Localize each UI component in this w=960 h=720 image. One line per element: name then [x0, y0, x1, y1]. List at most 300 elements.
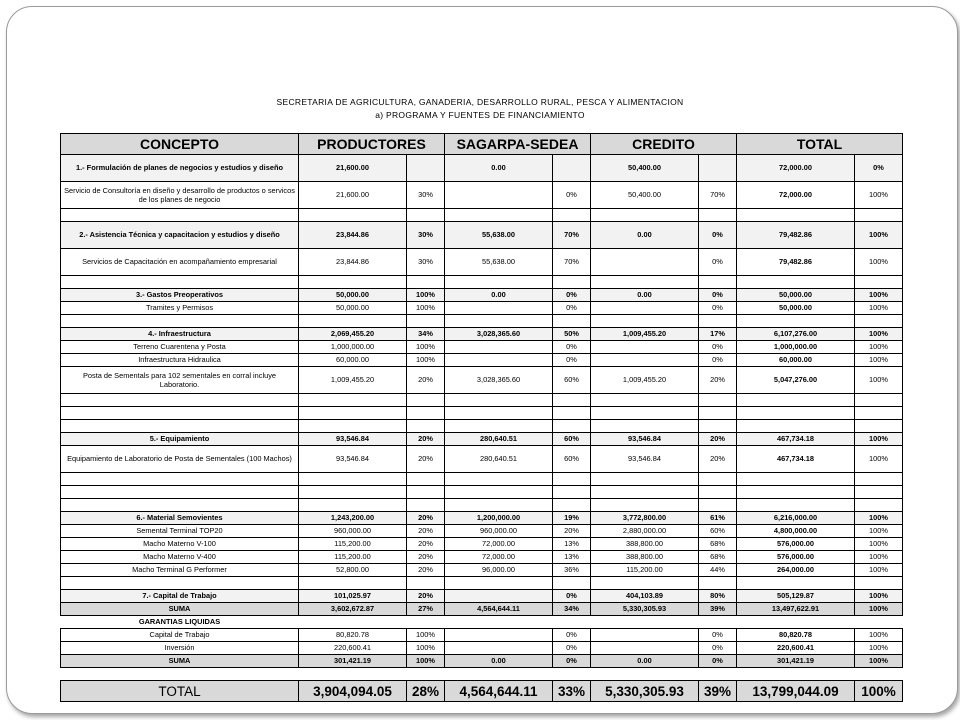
cell-concepto: Tramites y Permisos [61, 302, 299, 315]
cell-total: 60,000.00 [737, 354, 855, 367]
cell-sagarpa-pct: 70% [553, 222, 591, 249]
total-sagarpa: 4,564,644.11 [445, 681, 553, 702]
cell-total-pct: 100% [855, 538, 903, 551]
cell-productores: 60,000.00 [299, 354, 407, 367]
cell-sagarpa [445, 486, 553, 499]
cell-sagarpa: 4,564,644.11 [445, 603, 553, 616]
cell-total-pct: 100% [855, 525, 903, 538]
cell-credito: 1,009,455.20 [591, 328, 699, 341]
cell-credito: 50,400.00 [591, 182, 699, 209]
header-sagarpa-sedea: SAGARPA-SEDEA [445, 134, 591, 155]
cell-productores [299, 276, 407, 289]
cell-credito: 5,330,305.93 [591, 603, 699, 616]
cell-total-pct: 100% [855, 629, 903, 642]
grand-total-table [60, 680, 903, 702]
table-row [61, 629, 903, 642]
cell-credito [591, 209, 699, 222]
cell-productores-pct: 27% [407, 603, 445, 616]
cell-credito: 93,546.84 [591, 446, 699, 473]
cell-productores-pct: 20% [407, 433, 445, 446]
cell-total [737, 407, 855, 420]
blank-row [61, 394, 903, 407]
cell-sagarpa-pct: 0% [553, 642, 591, 655]
cell-credito-pct [699, 276, 737, 289]
cell-productores-pct: 34% [407, 328, 445, 341]
cell-credito-pct: 0% [699, 629, 737, 642]
cell-productores: 2,069,455.20 [299, 328, 407, 341]
cell-total-pct: 100% [855, 446, 903, 473]
ministry-heading: SECRETARIA DE AGRICULTURA, GANADERIA, DESARROLLO RURAL, PESCA Y ALIMENTACION [276, 97, 684, 107]
table-row [61, 551, 903, 564]
cell-total: 4,800,000.00 [737, 525, 855, 538]
cell-productores: 23,844.86 [299, 249, 407, 276]
section-row [61, 590, 903, 603]
cell-concepto: 5.- Equipamiento [61, 433, 299, 446]
cell-productores: 301,421.19 [299, 655, 407, 668]
cell-sagarpa-pct: 0% [553, 302, 591, 315]
cell-total: 50,000.00 [737, 289, 855, 302]
cell-concepto: 4.- Infraestructura [61, 328, 299, 341]
blank-row [61, 577, 903, 590]
cell-productores: 52,800.00 [299, 564, 407, 577]
cell-productores [299, 315, 407, 328]
table-row [61, 525, 903, 538]
cell-total [737, 315, 855, 328]
cell-concepto [61, 499, 299, 512]
blank-row [61, 499, 903, 512]
cell-productores-pct: 20% [407, 446, 445, 473]
cell-concepto: GARANTIAS LIQUIDAS [61, 616, 299, 629]
cell-productores [299, 420, 407, 433]
cell-total-pct: 100% [855, 222, 903, 249]
cell-productores-pct: 20% [407, 367, 445, 394]
cell-sagarpa-pct: 36% [553, 564, 591, 577]
cell-total [737, 276, 855, 289]
header-concepto: CONCEPTO [61, 134, 299, 155]
cell-credito-pct: 17% [699, 328, 737, 341]
cell-total: 301,421.19 [737, 655, 855, 668]
cell-sagarpa: 96,000.00 [445, 564, 553, 577]
cell-concepto [61, 407, 299, 420]
cell-credito: 50,400.00 [591, 155, 699, 182]
section-row [61, 155, 903, 182]
cell-credito-pct [699, 407, 737, 420]
cell-concepto [61, 473, 299, 486]
cell-sagarpa-pct [553, 394, 591, 407]
cell-sagarpa-pct: 20% [553, 525, 591, 538]
cell-credito: 404,103.89 [591, 590, 699, 603]
cell-total-pct: 100% [855, 642, 903, 655]
cell-productores: 50,000.00 [299, 302, 407, 315]
cell-productores-pct [407, 315, 445, 328]
blank-row [61, 473, 903, 486]
cell-credito [591, 302, 699, 315]
table-header-row [61, 134, 903, 155]
cell-total: 576,000.00 [737, 551, 855, 564]
blank-row [61, 420, 903, 433]
cell-total: 6,216,000.00 [737, 512, 855, 525]
cell-credito-pct [699, 499, 737, 512]
cell-sagarpa: 72,000.00 [445, 538, 553, 551]
cell-sagarpa-pct [553, 407, 591, 420]
cell-sagarpa [445, 394, 553, 407]
cell-credito: 0.00 [591, 289, 699, 302]
sum-row [61, 603, 903, 616]
cell-total: 13,497,622.91 [737, 603, 855, 616]
cell-total-pct: 100% [855, 367, 903, 394]
cell-productores: 220,600.41 [299, 642, 407, 655]
cell-credito [591, 629, 699, 642]
cell-concepto: Terreno Cuarentena y Posta [61, 341, 299, 354]
cell-credito [591, 249, 699, 276]
cell-credito: 3,772,800.00 [591, 512, 699, 525]
cell-productores-pct [407, 394, 445, 407]
cell-credito [591, 642, 699, 655]
blank-row [61, 315, 903, 328]
cell-sagarpa-pct: 0% [553, 655, 591, 668]
cell-credito-pct [699, 486, 737, 499]
cell-productores-pct: 20% [407, 564, 445, 577]
cell-productores-pct: 30% [407, 182, 445, 209]
cell-total: 79,482.86 [737, 222, 855, 249]
cell-total-pct: 100% [855, 655, 903, 668]
cell-concepto: Capital de Trabajo [61, 629, 299, 642]
cell-productores-pct: 100% [407, 289, 445, 302]
cell-productores: 21,600.00 [299, 182, 407, 209]
cell-sagarpa: 960,000.00 [445, 525, 553, 538]
cell-credito-pct: 44% [699, 564, 737, 577]
blank-row [61, 209, 903, 222]
cell-concepto [61, 315, 299, 328]
cell-concepto: 3.- Gastos Preoperativos [61, 289, 299, 302]
cell-total [737, 499, 855, 512]
cell-credito: 1,009,455.20 [591, 367, 699, 394]
cell-total: 5,047,276.00 [737, 367, 855, 394]
cell-sagarpa [445, 629, 553, 642]
table-row [61, 538, 903, 551]
cell-productores: 80,820.78 [299, 629, 407, 642]
cell-credito: 93,546.84 [591, 433, 699, 446]
cell-total [737, 473, 855, 486]
cell-productores-pct: 20% [407, 512, 445, 525]
cell-sagarpa [445, 354, 553, 367]
total-total: 13,799,044.09 [737, 681, 855, 702]
cell-credito [591, 394, 699, 407]
cell-credito-pct: 20% [699, 433, 737, 446]
total-label: TOTAL [61, 681, 299, 702]
cell-productores: 1,009,455.20 [299, 367, 407, 394]
table-row [61, 642, 903, 655]
cell-concepto: SUMA [61, 655, 299, 668]
cell-total-pct: 100% [855, 354, 903, 367]
guarantees-label-row [61, 616, 903, 629]
total-sagarpa-pct: 33% [553, 681, 591, 702]
cell-credito-pct [699, 473, 737, 486]
cell-credito: 2,880,000.00 [591, 525, 699, 538]
cell-concepto: Inversión [61, 642, 299, 655]
cell-total: 467,734.18 [737, 433, 855, 446]
cell-sagarpa-pct: 0% [553, 289, 591, 302]
cell-credito-pct: 0% [699, 341, 737, 354]
cell-sagarpa [445, 642, 553, 655]
cell-sagarpa [445, 209, 553, 222]
cell-productores-pct: 20% [407, 538, 445, 551]
cell-credito-pct: 68% [699, 551, 737, 564]
cell-productores [299, 473, 407, 486]
cell-productores: 115,200.00 [299, 551, 407, 564]
cell-productores: 115,200.00 [299, 538, 407, 551]
total-credito-pct: 39% [699, 681, 737, 702]
cell-credito [591, 420, 699, 433]
cell-sagarpa-pct: 60% [553, 367, 591, 394]
cell-total: 6,107,276.00 [737, 328, 855, 341]
table-row [61, 182, 903, 209]
cell-credito [591, 341, 699, 354]
cell-credito [591, 473, 699, 486]
cell-sagarpa [445, 590, 553, 603]
cell-total-pct: 100% [855, 603, 903, 616]
cell-sagarpa-pct: 19% [553, 512, 591, 525]
cell-concepto: 2.- Asistencia Técnica y capacitacion y estudios y diseño [61, 222, 299, 249]
cell-productores [299, 209, 407, 222]
cell-credito-pct: 68% [699, 538, 737, 551]
section-row [61, 289, 903, 302]
cell-total: 72,000.00 [737, 182, 855, 209]
cell-credito-pct: 39% [699, 603, 737, 616]
cell-total-pct: 100% [855, 551, 903, 564]
cell-productores: 1,243,200.00 [299, 512, 407, 525]
header-credito: CREDITO [591, 134, 737, 155]
cell-sagarpa: 55,638.00 [445, 222, 553, 249]
cell-sagarpa-pct: 13% [553, 551, 591, 564]
cell-credito [591, 499, 699, 512]
header-total: TOTAL [737, 134, 903, 155]
cell-productores: 93,546.84 [299, 446, 407, 473]
cell-credito-pct [699, 209, 737, 222]
cell-productores-pct: 100% [407, 341, 445, 354]
cell-sagarpa-pct [553, 276, 591, 289]
cell-total-pct: 100% [855, 590, 903, 603]
cell-sagarpa [445, 499, 553, 512]
cell-credito-pct: 61% [699, 512, 737, 525]
cell-productores: 3,602,672.87 [299, 603, 407, 616]
table-row [61, 354, 903, 367]
total-credito: 5,330,305.93 [591, 681, 699, 702]
cell-total-pct [855, 473, 903, 486]
program-subheading: a) PROGRAMA Y FUENTES DE FINANCIAMIENTO [375, 110, 585, 120]
blank-row [61, 276, 903, 289]
cell-credito-pct [699, 420, 737, 433]
cell-productores-pct [407, 486, 445, 499]
cell-productores-pct [407, 155, 445, 182]
cell-total-pct [855, 577, 903, 590]
cell-concepto: 1.- Formulación de planes de negocios y estudios y diseño [61, 155, 299, 182]
table-row [61, 249, 903, 276]
cell-total: 79,482.86 [737, 249, 855, 276]
cell-total-pct: 100% [855, 564, 903, 577]
cell-sagarpa-pct [553, 499, 591, 512]
section-row [61, 328, 903, 341]
cell-concepto: 6.- Material Semovientes [61, 512, 299, 525]
cell-sagarpa [445, 302, 553, 315]
cell-sagarpa: 72,000.00 [445, 551, 553, 564]
cell-productores-pct: 100% [407, 354, 445, 367]
cell-productores-pct [407, 209, 445, 222]
cell-total-pct [855, 394, 903, 407]
cell-total-pct: 100% [855, 341, 903, 354]
cell-productores-pct: 100% [407, 302, 445, 315]
cell-sagarpa [445, 407, 553, 420]
cell-concepto [61, 276, 299, 289]
cell-credito-pct: 0% [699, 289, 737, 302]
table-row [61, 446, 903, 473]
cell-concepto [61, 420, 299, 433]
cell-productores [299, 486, 407, 499]
cell-sagarpa-pct: 0% [553, 182, 591, 209]
cell-total: 50,000.00 [737, 302, 855, 315]
cell-credito-pct [699, 577, 737, 590]
cell-sagarpa-pct: 60% [553, 446, 591, 473]
cell-total: 72,000.00 [737, 155, 855, 182]
cell-sagarpa [445, 276, 553, 289]
cell-sagarpa: 0.00 [445, 289, 553, 302]
cell-total: 576,000.00 [737, 538, 855, 551]
cell-total-pct: 100% [855, 328, 903, 341]
cell-productores: 960,000.00 [299, 525, 407, 538]
cell-sagarpa: 0.00 [445, 655, 553, 668]
cell-productores-pct: 30% [407, 249, 445, 276]
cell-concepto [61, 209, 299, 222]
cell-sagarpa [445, 473, 553, 486]
cell-concepto [61, 486, 299, 499]
cell-sagarpa-pct: 34% [553, 603, 591, 616]
cell-productores-pct [407, 407, 445, 420]
cell-sagarpa-pct: 50% [553, 328, 591, 341]
cell-sagarpa-pct [553, 155, 591, 182]
cell-sagarpa-pct: 13% [553, 538, 591, 551]
cell-total-pct [855, 315, 903, 328]
total-productores: 3,904,094.05 [299, 681, 407, 702]
cell-credito: 115,200.00 [591, 564, 699, 577]
cell-sagarpa [445, 420, 553, 433]
cell-credito-pct: 60% [699, 525, 737, 538]
cell-credito-pct: 0% [699, 642, 737, 655]
cell-productores: 21,600.00 [299, 155, 407, 182]
blank-row [61, 407, 903, 420]
cell-total-pct: 100% [855, 302, 903, 315]
financing-table [60, 133, 903, 668]
cell-empty [299, 616, 903, 629]
table-row [61, 367, 903, 394]
cell-credito [591, 276, 699, 289]
cell-productores-pct: 20% [407, 590, 445, 603]
cell-productores: 50,000.00 [299, 289, 407, 302]
cell-total-pct [855, 276, 903, 289]
cell-credito [591, 354, 699, 367]
cell-sagarpa-pct [553, 577, 591, 590]
cell-total: 220,600.41 [737, 642, 855, 655]
cell-sagarpa: 0.00 [445, 155, 553, 182]
cell-sagarpa: 280,640.51 [445, 446, 553, 473]
cell-concepto: SUMA [61, 603, 299, 616]
cell-credito-pct: 0% [699, 655, 737, 668]
cell-total: 1,000,000.00 [737, 341, 855, 354]
cell-productores-pct [407, 577, 445, 590]
cell-credito-pct: 0% [699, 302, 737, 315]
cell-total-pct [855, 420, 903, 433]
cell-total-pct: 0% [855, 155, 903, 182]
section-row [61, 433, 903, 446]
cell-total-pct [855, 486, 903, 499]
cell-credito-pct: 80% [699, 590, 737, 603]
cell-productores-pct: 100% [407, 642, 445, 655]
cell-credito: 388,800.00 [591, 538, 699, 551]
cell-productores-pct: 100% [407, 655, 445, 668]
cell-credito [591, 407, 699, 420]
cell-total-pct [855, 209, 903, 222]
header-productores: PRODUCTORES [299, 134, 445, 155]
section-row [61, 222, 903, 249]
cell-sagarpa: 280,640.51 [445, 433, 553, 446]
cell-sagarpa: 1,200,000.00 [445, 512, 553, 525]
cell-total: 467,734.18 [737, 446, 855, 473]
cell-total-pct: 100% [855, 289, 903, 302]
cell-sagarpa-pct: 60% [553, 433, 591, 446]
cell-productores-pct: 20% [407, 525, 445, 538]
cell-productores: 101,025.97 [299, 590, 407, 603]
cell-total-pct [855, 499, 903, 512]
cell-total [737, 486, 855, 499]
cell-credito-pct [699, 155, 737, 182]
cell-credito [591, 315, 699, 328]
cell-total [737, 209, 855, 222]
cell-total: 80,820.78 [737, 629, 855, 642]
section-row [61, 512, 903, 525]
cell-total: 264,000.00 [737, 564, 855, 577]
cell-productores-pct: 20% [407, 551, 445, 564]
cell-sagarpa-pct [553, 315, 591, 328]
blank-row [61, 486, 903, 499]
cell-sagarpa-pct: 0% [553, 341, 591, 354]
cell-concepto: Servicios de Capacitación en acompañamiento empresarial [61, 249, 299, 276]
cell-productores [299, 577, 407, 590]
cell-credito-pct [699, 315, 737, 328]
cell-sagarpa-pct [553, 473, 591, 486]
table-row [61, 302, 903, 315]
cell-sagarpa-pct: 0% [553, 354, 591, 367]
cell-total-pct: 100% [855, 182, 903, 209]
cell-sagarpa [445, 182, 553, 209]
table-row [61, 341, 903, 354]
cell-sagarpa-pct [553, 486, 591, 499]
grand-total-row [61, 681, 903, 702]
cell-concepto: Equipamiento de Laboratorio de Posta de Sementales (100 Machos) [61, 446, 299, 473]
cell-total: 505,129.87 [737, 590, 855, 603]
cell-sagarpa-pct: 0% [553, 629, 591, 642]
cell-concepto: Posta de Sementals para 102 sementales en corral incluye Laboratorio. [61, 367, 299, 394]
cell-productores-pct [407, 499, 445, 512]
cell-credito: 388,800.00 [591, 551, 699, 564]
cell-concepto [61, 577, 299, 590]
cell-productores [299, 407, 407, 420]
cell-credito-pct: 0% [699, 354, 737, 367]
cell-total-pct [855, 407, 903, 420]
cell-sagarpa-pct [553, 209, 591, 222]
cell-productores [299, 394, 407, 407]
cell-productores-pct: 30% [407, 222, 445, 249]
cell-productores: 1,000,000.00 [299, 341, 407, 354]
cell-credito: 0.00 [591, 222, 699, 249]
